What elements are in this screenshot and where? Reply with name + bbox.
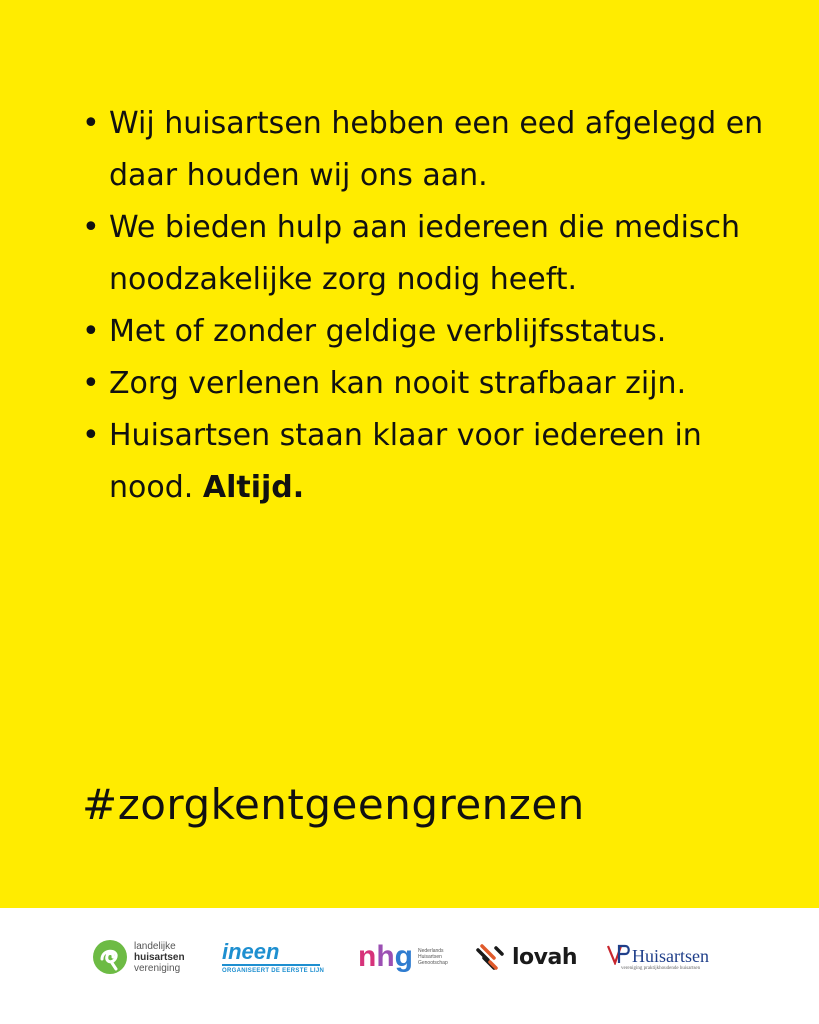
ineen-wordmark: ineen [222, 938, 280, 964]
lovah-wordmark: lovah [512, 944, 578, 970]
nhg-subtitle: Nederlands Huisartsen Genootschap [417, 948, 448, 966]
hashtag: #zorgkentgeengrenzen [82, 780, 585, 829]
vp-monogram-icon [607, 943, 631, 965]
lhv-emblem-icon [92, 939, 128, 975]
lhv-logo [92, 934, 185, 980]
vph-logo [607, 934, 709, 980]
vph-row [607, 943, 709, 965]
ineen-logo [222, 934, 324, 980]
ineen-tagline: ORGANISEERT DE EERSTE LIJN [222, 967, 325, 974]
statement-list [82, 98, 782, 514]
lovah-logo [476, 934, 577, 980]
statement-emphasis: Altijd. [202, 470, 305, 505]
footer-logos [0, 908, 819, 1024]
lovah-stripes-icon [476, 942, 508, 972]
vph-tagline: vereniging praktijkhoudende huisartsen [621, 966, 701, 971]
nhg-logo [358, 934, 448, 980]
statement-item: • Wij huisartsen hebben een eed afgelegd en daar houden wij ons aan. [82, 98, 782, 202]
statement-item: • Huisartsen staan klaar voor iedereen in nood. Altijd. [82, 410, 782, 514]
ineen-underline [222, 964, 320, 966]
nhg-wordmark: nhg [358, 940, 413, 973]
lhv-text: landelijke huisartsen vereniging [134, 940, 185, 974]
statement-item: • We bieden hulp aan iedereen die medisch noodzakelijke zorg nodig heeft. [82, 202, 782, 306]
vph-wordmark: Huisartsen [632, 946, 709, 966]
statement-item: • Zorg verlenen kan nooit strafbaar zijn. [82, 358, 782, 410]
statement-item: • Met of zonder geldige verblijfsstatus. [82, 306, 782, 358]
